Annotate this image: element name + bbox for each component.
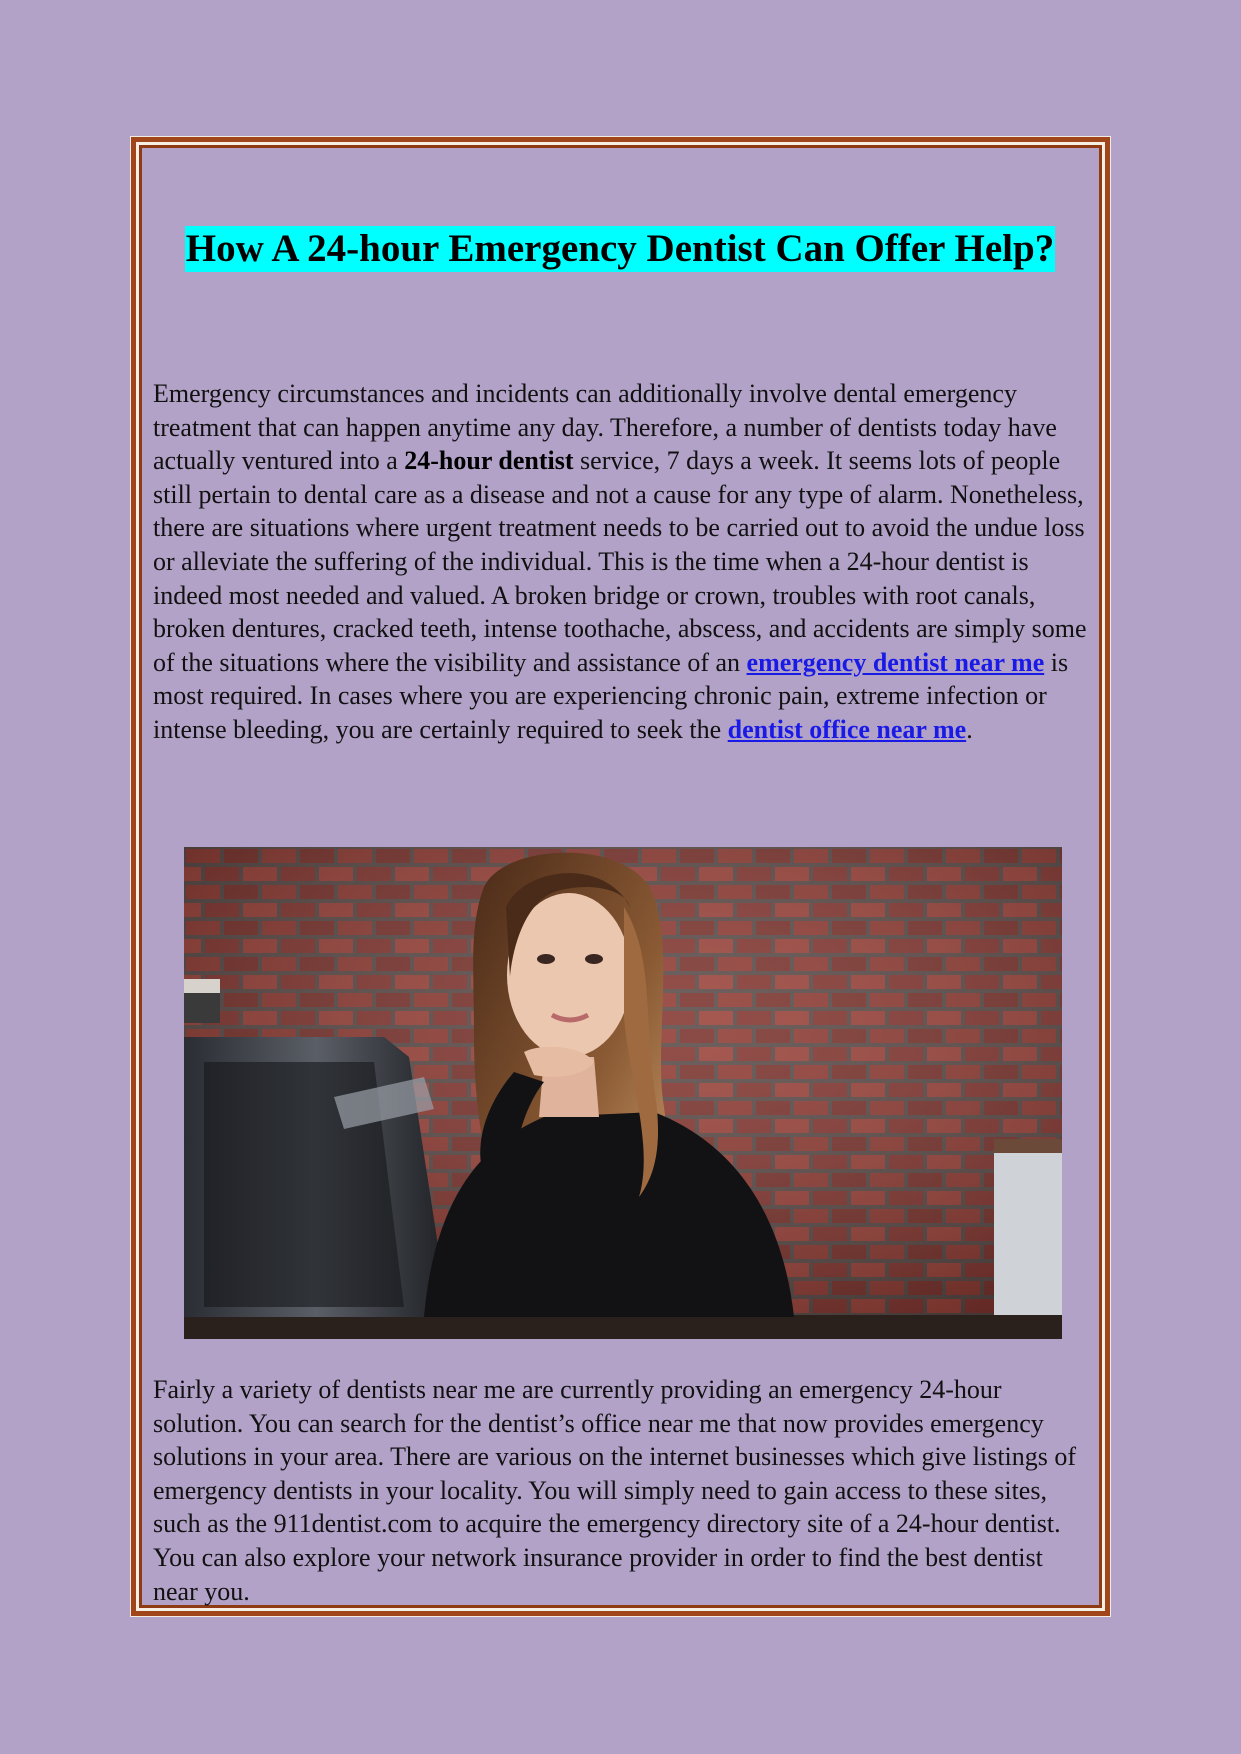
emergency-dentist-link[interactable]: emergency dentist near me [746,647,1045,677]
paragraph-text: Emergency circumstances and incidents can additionally involve dental emergency treatment that can happen anytime any day. Therefore, a number of dentists today have actually ventured into a [153,379,1057,476]
dentist-photo [184,847,1062,1339]
paragraph-text: . [966,714,973,744]
closing-paragraph: Fairly a variety of dentists near me are currently providing an emergency 24-hour solution. You can search for the dentist’s office near me that now provides emergency solutions in your area. There are various on the internet businesses which give listings of emergency dentists in your locality. You will simply need to gain access to these sites, such as the 911dentist.com to acquire the emergency directory site of a 24-hour dentist. You can also explore your network insurance provider in order to find the best dentist near you. [153,1375,1077,1606]
bold-phrase: 24-hour dentist [404,446,574,476]
article-body [142,148,1099,1605]
page-border-inner [139,145,1102,1608]
paragraph-text: is most required. In cases where you are experiencing chronic pain, extreme infection or intense bleeding, you are certainly required to seek the [153,647,1069,744]
page-border-middle [136,142,1105,1611]
paragraph-text: service, 7 days a week. It seems lots of people still pertain to dental care as a disease and not a cause for any type of alarm. Nonetheless, there are situations where urgent treatment needs to be carried out to avoid the undue loss or alleviate the suffering of the individual. This is the time when a 24-hour dentist is indeed most needed and valued. A broken bridge or crown, troubles with root canals, broken dentures, cracked teeth, intense toothache, abscess, and accidents are simply some of the situations where the visibility and assistance of an [153,446,1087,677]
page-border [130,136,1111,1617]
title-wrapper [152,226,1088,272]
article-title: How A 24-hour Emergency Dentist Can Offer Help? [185,227,1055,270]
intro-paragraph [153,377,1093,747]
dentist-office-link[interactable]: dentist office near me [727,714,967,744]
